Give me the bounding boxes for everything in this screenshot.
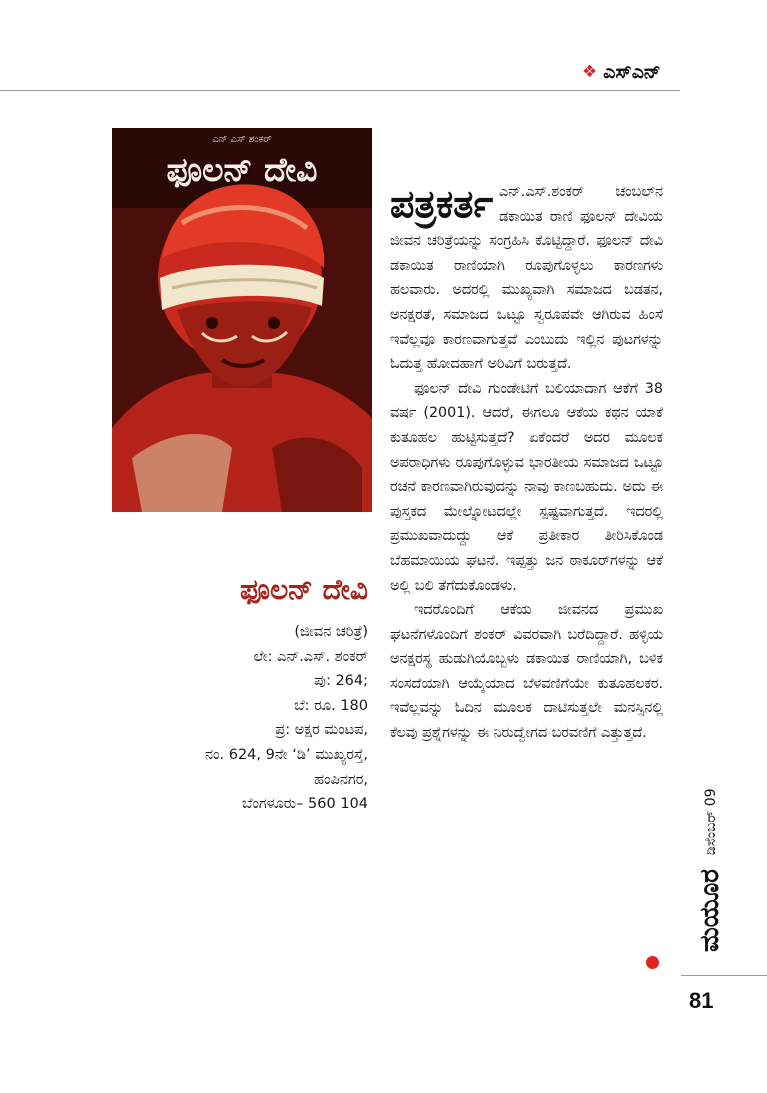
book-publisher: ಪ್ರ: ಅಕ್ಷರ ಮಂಟಪ, (275, 722, 368, 739)
book-genre: (ಜೀವನ ಚರಿತ್ರೆ) (294, 624, 368, 640)
article-paragraph: ಫೂಲನ್ ದೇವಿ ಗುಂಡೇಟಿಗೆ ಬಲಿಯಾದಾಗ ಆಕೆಗೆ 38 ವರ್ಷ (2001). ಆದರೆ, ಈಗಲೂ ಆಕೆಯ ಕಥನ ಯಾಕೆ ಕುತೂಹಲ ಹುಟ್ಟಿಸುತ್ತದೆ? ಏಕೆಂದರೆ ಅದರ ಮೂಲಕ ಅಪರಾಧಿಗಳು ರೂಪುಗೊಳ್ಳುವ ಭಾರತೀಯ ಸಮಾಜದ ಒಟ್ಟೂ ರಚನೆ ಕಾರಣವಾಗಿರುವುದನ್ನು ನಾವು ಕಾಣಬಹುದು. ಅದು ಈ ಪುಸ್ತಕದ ಮೇಲ್ನೋಟದಲ್ಲೇ ಸ್ಪಷ್ಟವಾಗುತ್ತದೆ. ಇದರಲ್ಲಿ ಪ್ರಮುಖವಾದುದ್ದು ಆಕೆ ಪ್ರತೀಕಾರ ತೀರಿಸಿಕೊಂಡ ಬೆಹಮಾಯಿಯ ಘಟನೆ. ಇಪ್ಪತ್ತು ಜನ ಠಾಕೂರ್‌ಗಳನ್ನು ಆಕೆ ಅಲ್ಲಿ ಬಲಿ ತೆಗೆದುಕೊಂಡಳು. (390, 380, 663, 594)
publisher-address-line3: ಬೆಂಗಳೂರು– 560 104 (242, 796, 368, 813)
book-author: ಲೇ: ಎನ್.ಎಸ್. ಶಂಕರ್ (253, 648, 368, 665)
page-number: 81 (689, 988, 714, 1013)
section-label: ಎಸ್‌ಎನ್ (603, 61, 661, 83)
book-details (120, 620, 368, 817)
magazine-name: ಮಯೂರ (695, 869, 725, 952)
article-paragraph: ಇದರೊಂದಿಗೆ ಆಕೆಯ ಜೀವನದ ಪ್ರಮುಖ ಘಟನೆಗಳೊಂದಿಗೆ ಶಂಕರ್ ವಿವರವಾಗಿ ಬರೆದಿದ್ದಾರೆ. ಹಳ್ಳಿಯ ಅನಕ್ಷರಸ್ಥ ಹುಡುಗಿಯೊಬ್ಬಳು ಡಕಾಯಿತ ರಾಣಿಯಾಗಿ, ಬಳಿಕ ಸಂಸದೆಯಾಗಿ ಆಯ್ಕೆಯಾದ ಬೆಳವಣಿಗೆಯೇ ಕುತೂಹಲಕರ. ಇವೆಲ್ಲವನ್ನು ಓದಿನ ಮೂಲಕ ದಾಟಿಸುತ್ತಲೇ ಮನಸ್ಸಿನಲ್ಲಿ ಕೆಲವು ಪ್ರಶ್ನೆಗಳನ್ನು ಈ ನಿರುದ್ವೇಗದ ಬರವಣಿಗೆ ಎತ್ತುತ್ತದೆ. (390, 602, 663, 742)
section-header (582, 58, 661, 86)
publisher-address-line2: ಹಂಪಿನಗರ, (314, 771, 368, 788)
lead-word: ಪತ್ರಕರ್ತ (390, 182, 494, 226)
issue-date: ಡಿಸೆಂಬರ್ 09 (702, 788, 719, 856)
article-paragraph (390, 180, 663, 377)
header-divider (0, 90, 680, 91)
book-price: ಬೆ: ರೂ. 180 (294, 697, 368, 714)
magazine-side-strip (695, 788, 726, 952)
cover-author: ಎನ್ ಎಸ್ ಶಂಕರ್ (212, 134, 272, 145)
diamond-ornament-icon: ❖ (582, 62, 598, 82)
paragraph-1-text: ಎನ್.ಎಸ್.ಶಂಕರ್ ಚಂಬಲ್‌ನ ಡಕಾಯಿತ ರಾಣಿ ಫೂಲನ್ ದೇವಿಯ ಜೀವನ ಚರಿತ್ರೆಯನ್ನು ಸಂಗ್ರಹಿಸಿ ಕೊಟ್ಟಿದ್ದಾರೆ. ಫೂಲನ್ ದೇವಿ ಡಕಾಯಿತ ರಾಣಿಯಾಗಿ ರೂಪುಗೊಳ್ಳಲು ಕಾರಣಗಳು ಹಲವಾರು. ಅದರಲ್ಲಿ ಮುಖ್ಯವಾಗಿ ಸಮಾಜದ ಬಡತನ, ಅನಕ್ಷರತೆ, ಸಮಾಜದ ಒಟ್ಟೂ ಸ್ವರೂಪವೇ ಆಗಿರುವ ಹಿಂಸೆ ಇವೆಲ್ಲವೂ ಕಾರಣವಾಗುತ್ತವೆ ಎಂಬುದು ಇಲ್ಲಿನ ಪುಟಗಳನ್ನು ಓದುತ್ತ ಹೋದಹಾಗೆ ಅರಿವಿಗೆ ಬರುತ್ತದೆ. (390, 184, 663, 373)
review-article (390, 180, 663, 746)
cover-title: ಫೂಲನ್ ದೇವಿ (166, 150, 318, 189)
red-dot-ornament (646, 956, 659, 969)
book-title: ಫೂಲನ್ ದೇವಿ (239, 573, 368, 606)
book-pages: ಪು: 264; (314, 673, 368, 690)
book-cover-image (112, 128, 372, 512)
publisher-address-line1: ನಂ. 624, 9ನೇ ‘ಡಿ’ ಮುಖ್ಯರಸ್ತೆ, (205, 746, 368, 763)
footer-divider (681, 975, 767, 976)
